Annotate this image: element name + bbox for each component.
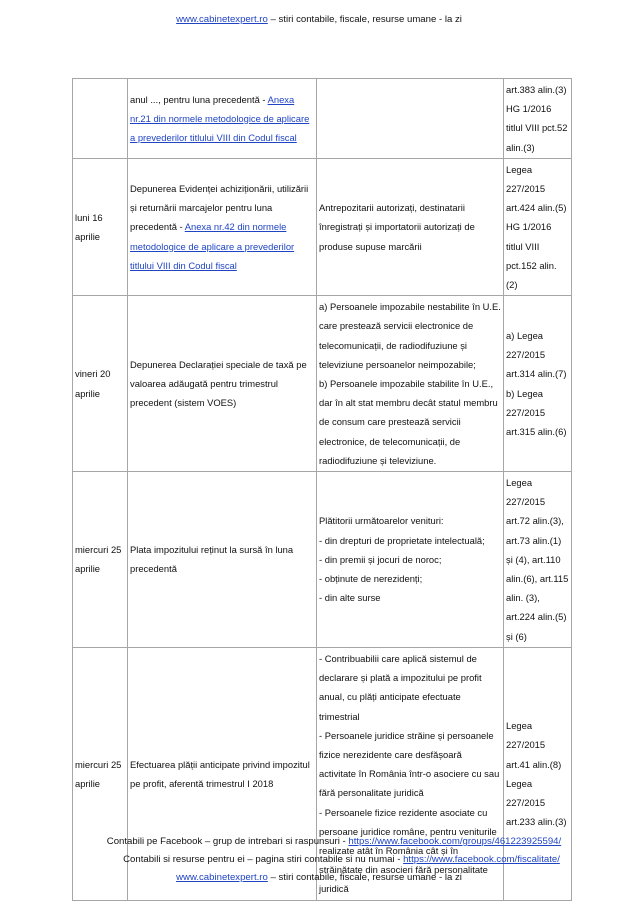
date-cell: luni 16 aprilie <box>73 158 128 295</box>
taxpayer-line: - din drepturi de proprietate intelectuală; <box>319 534 485 546</box>
taxpayer-line: - Persoanele fizice rezidente asociate cu persoane juridice române, pentru veniturile realizate atât în România cât și în străinătate din asocieri fără personalitate juridică <box>319 806 497 895</box>
taxpayer-line: - din alte surse <box>319 592 381 604</box>
taxpayer-line: Plătitorii următoarelor venituri: <box>319 515 444 527</box>
obligation-cell: Plata impozitului reținut la sursă în luna precedentă <box>128 472 317 648</box>
footer-line-facebook-group: Contabili pe Facebook – grup de intrebari si raspunsuri - https://www.facebook.com/groups/461223925594/ <box>106 836 562 847</box>
footer-line-facebook-page: Contabili si resurse pentru ei – pagina stiri contabile si nu numai - https://www.facebook.com/fiscalitate/ <box>123 854 560 865</box>
date-cell: vineri 20 aprilie <box>73 296 128 472</box>
page-header <box>0 14 638 25</box>
taxpayer-line: - Persoanele juridice străine și persoanele fizice nerezidente care desfășoară activitate în România într-o asociere cu sau fără personalitate juridică <box>319 729 500 799</box>
obligation-cell: anul ..., pentru luna precedentă - Anexa nr.21 din normele metodologice de aplicare a prevederilor titlului VIII din Codul fiscal <box>128 79 317 159</box>
legal-line: Legea 227/2015 art.41 alin.(8) <box>506 720 562 770</box>
taxpayer-line: a) Persoanele impozabile nestabilite în U.E. care prestează servicii electronice de telecomunicații, de radiodifuziune și televiziune persoanelor neimpozabile; <box>319 301 501 370</box>
legal-line: a) Legea 227/2015 art.314 alin.(7) <box>506 330 567 380</box>
legal-line: Legea 227/2015 art.233 alin.(3) <box>506 777 567 828</box>
obligation-cell: Depunerea Declarației speciale de taxă pe valoarea adăugată pentru trimestrul precedent (sistem VOES) <box>128 296 317 472</box>
legal-line: b) Legea 227/2015 art.315 alin.(6) <box>506 387 567 438</box>
facebook-page-link[interactable]: https://www.facebook.com/fiscalitate/ <box>403 854 560 865</box>
table-row <box>73 79 572 159</box>
annex-21-link[interactable]: Anexa nr.21 din normele metodologice de aplicare a prevederilor titlului VIII din Codul fiscal <box>130 93 310 143</box>
taxpayer-line: - din premii și jocuri de noroc; <box>319 553 442 565</box>
date-cell <box>73 79 128 159</box>
legal-basis-cell <box>504 296 572 472</box>
legal-basis-cell: Legea 227/2015 art.72 alin.(3), art.73 alin.(1) și (4), art.110 alin.(6), art.115 alin. (3), art.224 alin.(5) și (6) <box>504 472 572 648</box>
footer-site-link[interactable]: www.cabinetexpert.ro <box>176 872 268 883</box>
fiscal-calendar-table <box>72 78 572 901</box>
footer-line-site: www.cabinetexpert.ro – stiri contabile, fiscale, resurse umane - la zi <box>176 872 462 883</box>
legal-basis-cell: Legea 227/2015 art.424 alin.(5) HG 1/2016 titlul VIII pct.152 alin. (2) <box>504 158 572 295</box>
table-row <box>73 296 572 472</box>
taxpayers-cell <box>317 79 504 159</box>
date-cell: miercuri 25 aprilie <box>73 647 128 900</box>
taxpayer-line: - Contribuabilii care aplică sistemul de declarare și plată a impozitului pe profit anual, cu plăți anticipate efectuate trimestrial <box>319 652 482 722</box>
legal-basis-cell: art.383 alin.(3) HG 1/2016 titlul VIII pct.52 alin.(3) <box>504 79 572 159</box>
taxpayers-cell <box>317 296 504 472</box>
header-tagline: – stiri contabile, fiscale, resurse umane - la zi <box>267 14 462 25</box>
taxpayers-cell <box>317 472 504 648</box>
header-site-link[interactable]: www.cabinetexpert.ro <box>176 14 268 25</box>
date-cell: miercuri 25 aprilie <box>73 472 128 648</box>
taxpayers-cell: Antrepozitarii autorizați, destinatarii înregistrați și importatorii autorizați de produse supuse marcării <box>317 158 504 295</box>
taxpayer-line: - obținute de nerezidenți; <box>319 573 423 585</box>
obligation-cell: Depunerea Evidenței achiziționării, utilizării și returnării marcajelor pentru luna precedentă - Anexa nr.42 din normele metodologice de aplicare a prevederilor titlului VIII din Codul fiscal <box>128 158 317 295</box>
page-footer <box>0 833 638 887</box>
facebook-group-link[interactable]: https://www.facebook.com/groups/461223925594/ <box>348 836 562 847</box>
table-row <box>73 472 572 648</box>
table-row <box>73 158 572 295</box>
taxpayer-line: b) Persoanele impozabile stabilite în U.E., dar în alt stat membru decât statul membru de consum care prestează servicii electronice, de telecomunicații, de radiodifuziune și televiziune. <box>319 378 498 466</box>
obligation-cell: Efectuarea plății anticipate privind impozitul pe profit, aferentă trimestrul I 2018 <box>128 647 317 900</box>
annex-42-link[interactable]: Anexa nr.42 din normele metodologice de aplicare a prevederilor titlului VIII din Codul fiscal <box>130 221 295 271</box>
